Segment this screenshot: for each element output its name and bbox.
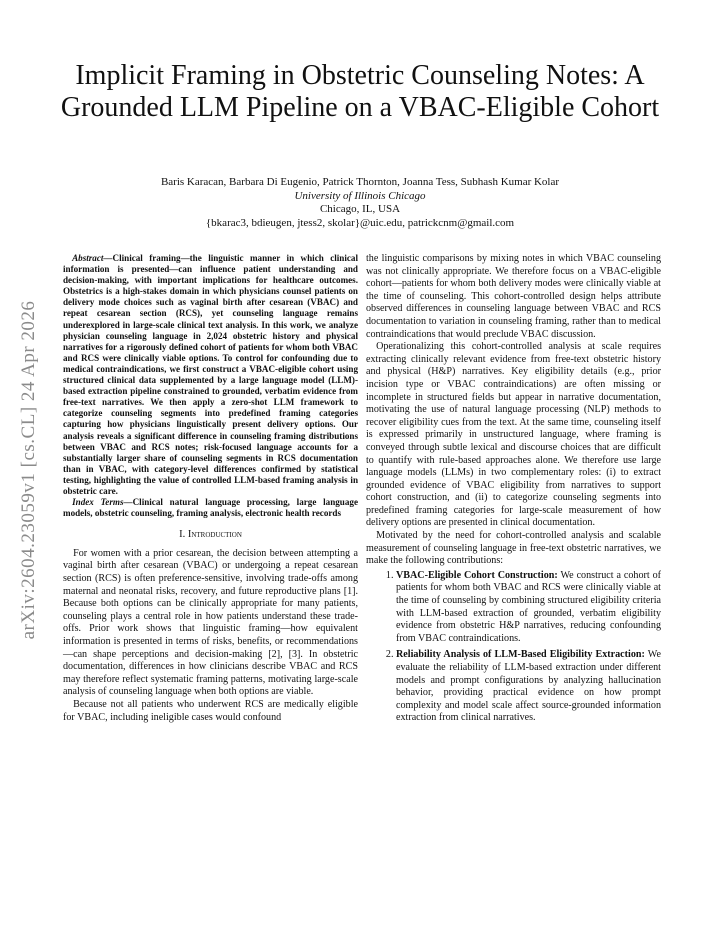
index-terms-text: Clinical natural language processing, large language models, obstetric counseling, framing analysis, electronic health records xyxy=(63,497,358,519)
author-list: Baris Karacan, Barbara Di Eugenio, Patrick Thornton, Joanna Tess, Subhash Kumar Kolar xyxy=(160,176,560,188)
email-list: {bkarac3, bdieugen, jtess2, skolar}@uic.edu, patrickcnm@gmail.com xyxy=(205,216,515,229)
arxiv-identifier: arXiv:2604.23059v1 [cs.CL] 24 Apr 2026 xyxy=(18,300,39,640)
intro-paragraph-2-continued: the linguistic comparisons by mixing notes in which VBAC counseling was not clinically appropriate. We therefore focus on a VBAC-eligible cohort—patients for whom both delivery modes were clinically viable at the time of counseling. This cohort-controlled design helps attribute observed differences in counseling language between VBAC and RCS documentation to variation in counseling framing, rather than to medical contraindications that would preclude VBAC discussion. xyxy=(366,253,661,340)
index-terms-label: Index Terms— xyxy=(72,497,133,508)
intro-paragraph-4: Motivated by the need for cohort-controlled analysis and scalable measurement of counseling language in free-text obstetric narratives, we make the following contributions: xyxy=(366,530,661,567)
abstract xyxy=(63,253,358,497)
affiliation: University of Illinois Chicago xyxy=(294,189,426,202)
intro-paragraph-3: Operationalizing this cohort-controlled analysis at scale requires extracting clinically relevant evidence from free-text obstetric history and physical (H&P) narratives. Key eligibility details (e.g., prior incision type or VBAC contraindications) are often missing or incomplete in structured fields but appear in narrative documentation, motivating the use of natural language processing (NLP) methods to recover eligibility cues from the text. At the same time, counseling itself is expressed primarily in unstructured language, where framing is conveyed through subtle lexical and discourse choices that are difficult to quantify with rule-based approaches alone. We therefore use large language models (LLMs) in two complementary roles: (i) to extract grounded evidence of VBAC eligibility from narratives to support cohort construction, and (ii) to categorize counseling segments into predefined framing categories for large-scale measurement of how delivery options are presented in clinical documentation. xyxy=(366,341,661,529)
abstract-text: Clinical framing—the linguistic manner in which clinical information is presented—can influence patient understanding and decision-making, with important implications for healthcare outcomes. Obstetrics is a high-stakes domain in which physicians counsel patients on delivery mode choices such as vaginal birth after cesarean (VBAC) and repeat cesarean section (RCS), yet counseling language remains underexplored in large-scale clinical text analysis. In this work, we analyze physician counseling language in 2,024 obstetric history and physical narratives for a rigorously defined cohort of patients for whom both VBAC and RCS were clinically viable options. To control for confounding due to medical contraindications, we first construct a VBAC-eligible cohort using structured clinical data supplemented by a large language model (LLM)-based extraction pipeline constrained to grounded, verbatim evidence from free-text narratives. We then apply a zero-shot LLM framework to categorize counseling segments into predefined framing categories capturing how physicians linguistically present delivery options. Our analysis reveals a significant difference in counseling framing distributions between VBAC and RCS notes; risk-focused language accounts for a substantially larger share of counseling segments in RCS documentation than in VBAC, with category-level differences confirmed by statistical testing, highlighting the value of controlled LLM-based framing analysis in obstetric care. xyxy=(63,253,358,496)
author-block xyxy=(60,176,660,230)
contribution-item xyxy=(396,570,661,646)
section-heading-introduction: I. Introduction xyxy=(179,529,242,541)
arxiv-sidebar xyxy=(14,250,44,690)
right-column xyxy=(366,253,661,729)
left-column xyxy=(63,253,358,724)
intro-paragraph-1: For women with a prior cesarean, the decision between attempting a vaginal birth after cesarean (VBAC) or undergoing a repeat cesarean section (RCS) is often preference-sensitive, involving trade-offs among maternal and neonatal risks, recovery, and future reproductive plans [1]. Because both options can be clinically appropriate for many patients, counseling plays a central role in how patients understand these trade-offs. Prior work shows that linguistic framing—how equivalent information is presented in terms of risks, benefits, or recommendations—can shape perceptions and decision-making [2], [3]. In obstetric documentation, differences in how clinicians describe VBAC and RCS may therefore reflect systematic framing patterns, motivating large-scale analysis of counseling language when both options are viable. xyxy=(63,547,358,698)
location: Chicago, IL, USA xyxy=(319,203,401,215)
contribution-item xyxy=(396,649,661,725)
contribution-label: Reliability Analysis of LLM-Based Eligibility Extraction: xyxy=(396,649,645,661)
contribution-label: VBAC-Eligible Cohort Construction: xyxy=(396,569,558,581)
abstract-label: Abstract— xyxy=(72,253,113,263)
contribution-text: We construct a cohort of patients for whom both VBAC and RCS were clinically viable at the time of counseling by combining structured eligibility criteria with LLM-based extraction of grounded, verbatim eligibility evidence from obstetric H&P narratives, reducing confounding from VBAC contraindications. xyxy=(396,569,661,644)
index-terms xyxy=(63,497,358,519)
paper-title: Implicit Framing in Obstetric Counseling Notes: A Grounded LLM Pipeline on a VBAC-Eligible Cohort xyxy=(60,60,660,123)
contribution-list xyxy=(366,570,661,725)
intro-paragraph-2: Because not all patients who underwent RCS are medically eligible for VBAC, including ineligible cases would confound xyxy=(63,698,358,723)
contribution-text: We evaluate the reliability of LLM-based extraction under different models and prompt configurations by analyzing hallucination behavior, providing practical evidence on how prompt complexity and model scale affect source-grounded information extraction from clinical narratives. xyxy=(396,649,661,724)
